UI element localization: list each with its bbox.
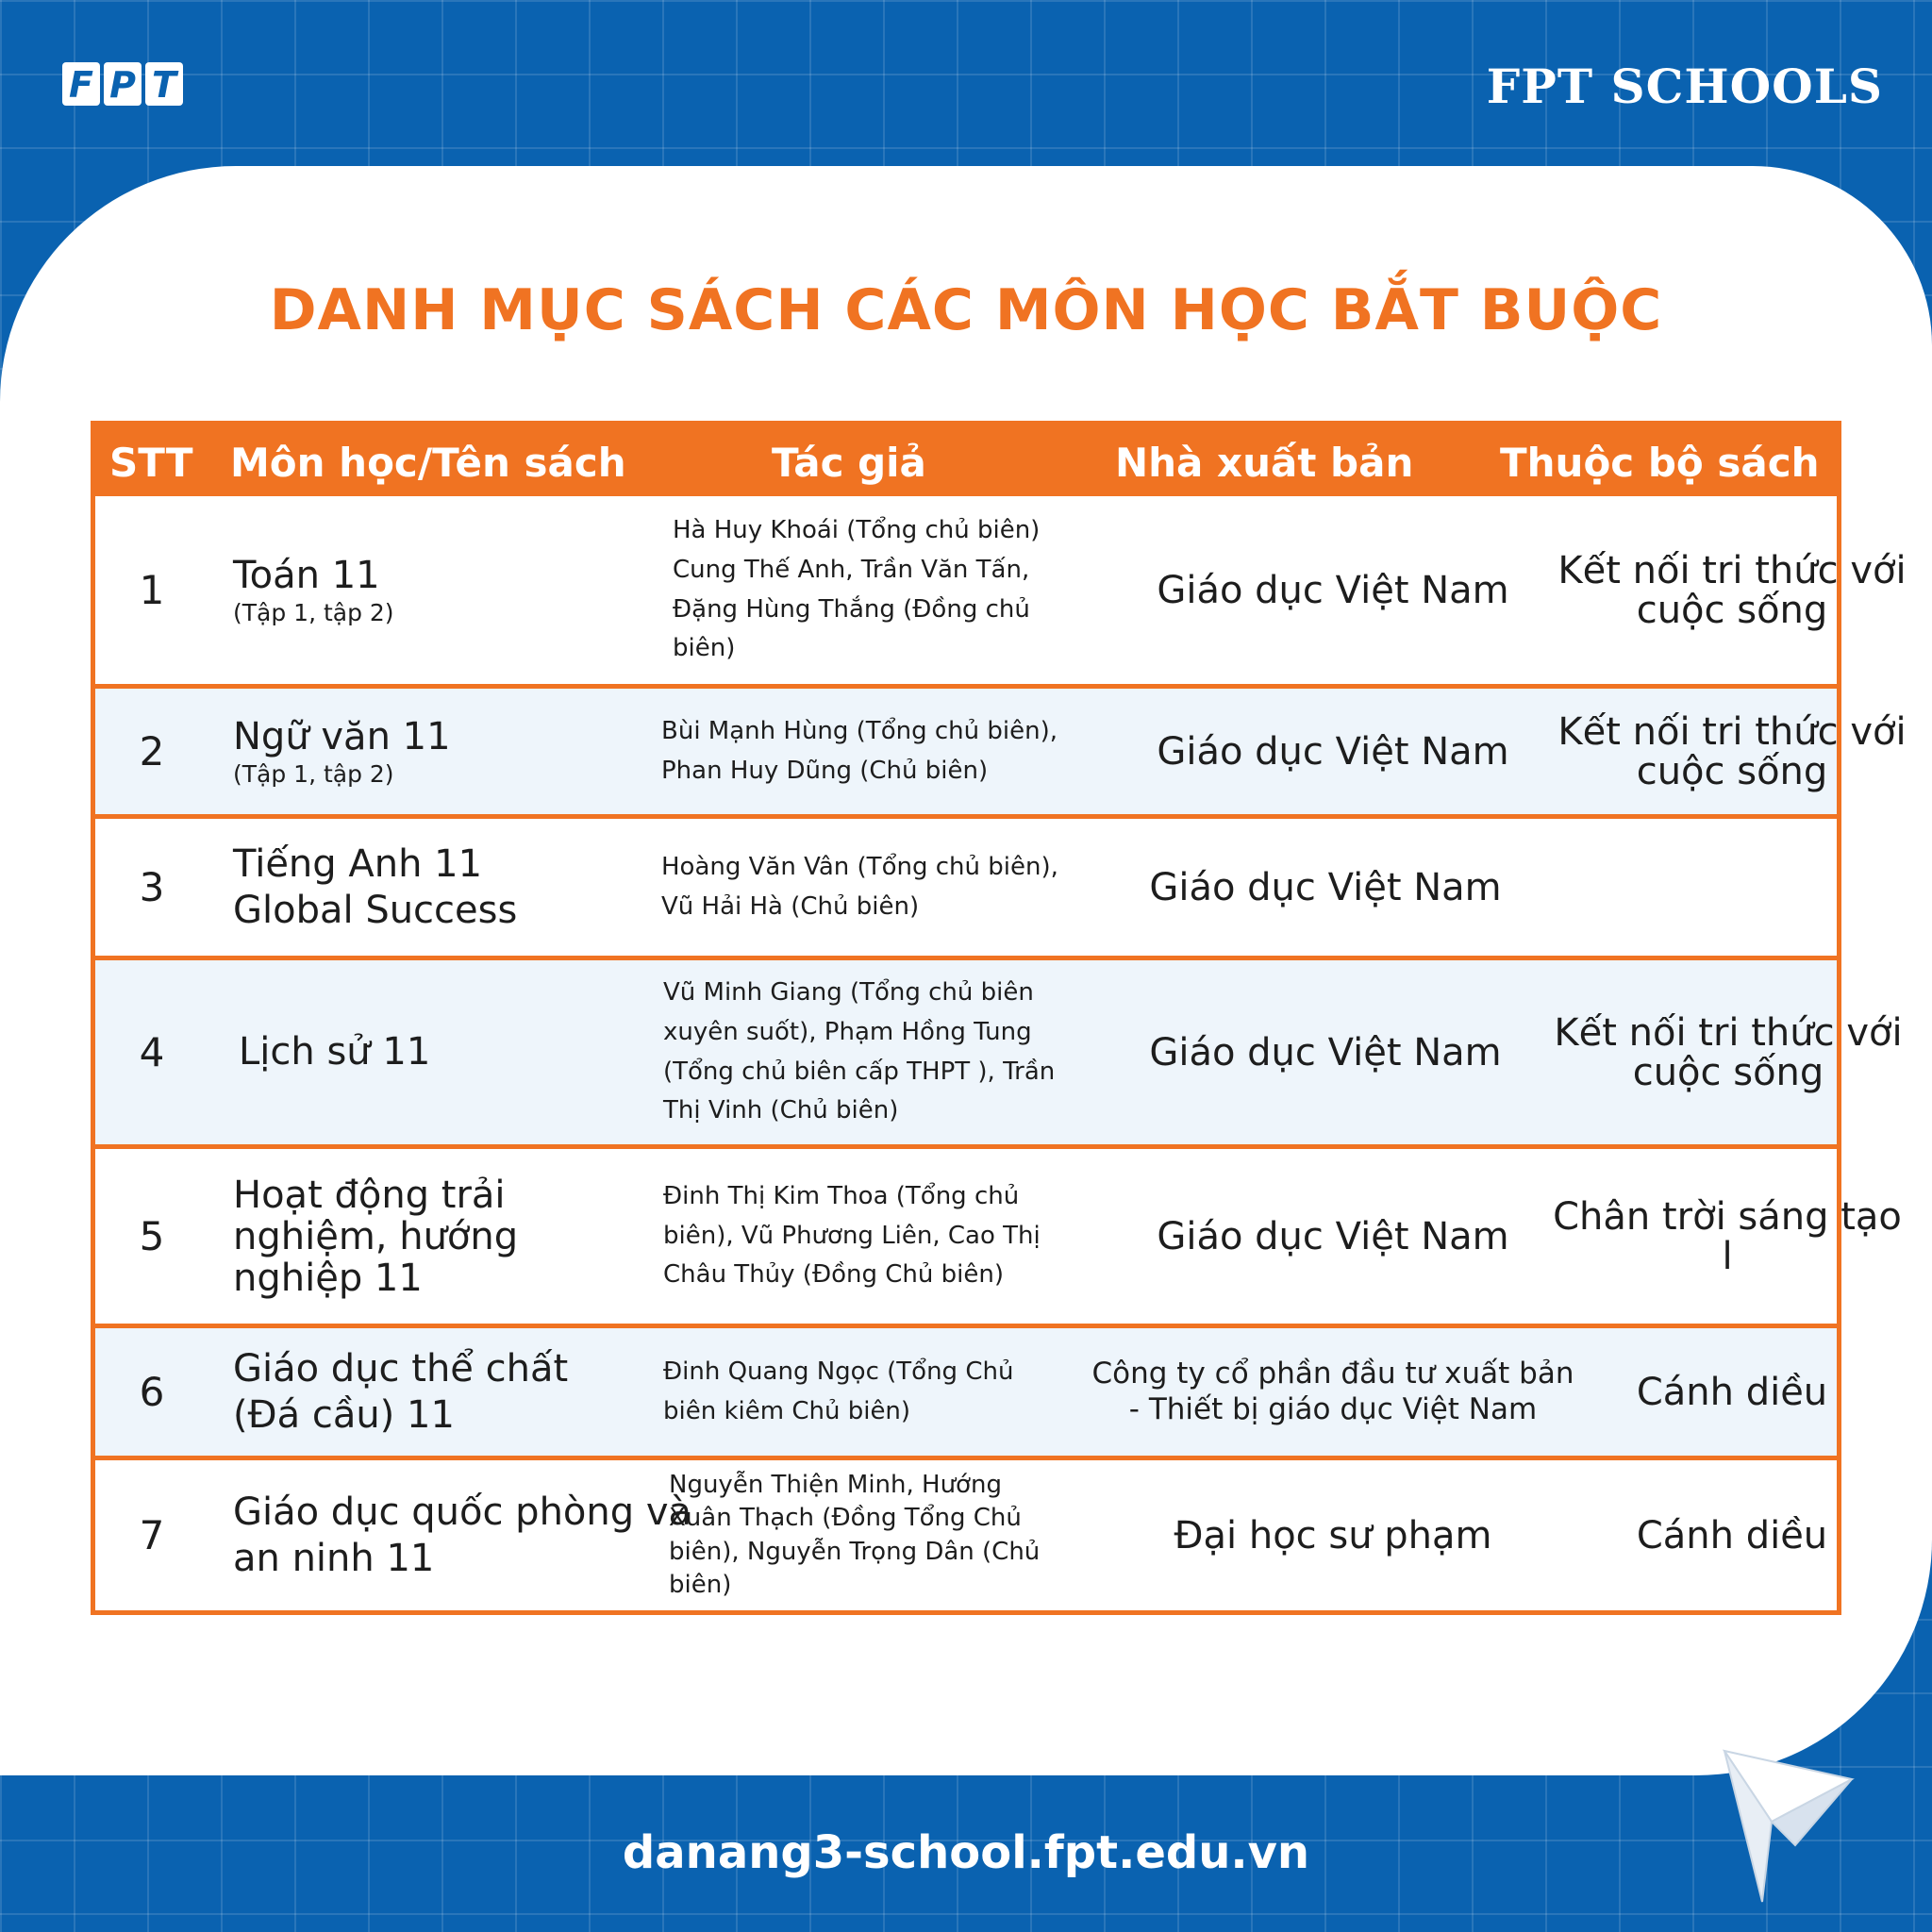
website-url[interactable]: danang3-school.fpt.edu.vn [622,1826,1310,1879]
row-publisher: Giáo dục Việt Nam [1157,729,1509,774]
row-publisher: Giáo dục Việt Nam [1157,568,1509,612]
subject-title: Toán 11 [233,554,380,598]
table-row [91,689,1907,819]
table-row [91,496,1907,689]
subject-note: (Tập 1, tập 2) [233,759,394,788]
header-subject: Môn học/Tên sách [230,440,626,486]
header-stt: STT [109,440,193,486]
paper-plane-icon [1706,1732,1857,1911]
row-series: Cánh diều [1636,1513,1828,1557]
row-publisher: Giáo dục Việt Nam [1157,1214,1509,1258]
row-subject [233,1149,544,1324]
table-row [91,1328,1841,1460]
row-authors: Đinh Thị Kim Thoa (Tổng chủ biên), Vũ Phương Liên, Cao Thị Châu Thủy (Đồng Chủ biên) [663,1182,1041,1290]
subject-title: Ngữ văn 11 [233,715,451,759]
row-subject [233,689,733,814]
header-author: Tác giả [772,440,926,486]
row-stt: 1 [139,567,165,613]
row-authors: Vũ Minh Giang (Tổng chủ biên xuyên suốt), Phạm Hồng Tung (Tổng chủ biên cấp THPT ), Trần Thị Vinh (Chủ biên) [663,978,1056,1125]
svg-text:P: P [109,64,136,106]
table-row [91,1460,1841,1615]
subject-title: Giáo dục thể chất (Đá cầu) 11 [233,1346,569,1437]
row-authors: Hoàng Văn Vân (Tổng chủ biên), Vũ Hải Hà (Chủ biên) [661,852,1058,921]
row-subject [233,819,573,956]
page-title: DANH MỤC SÁCH CÁC MÔN HỌC BẮT BUỘC [269,277,1663,343]
row-authors: Nguyễn Thiện Minh, Hướng Xuân Thạch (Đồng Tổng Chủ biên), Nguyễn Trọng Dân (Chủ biên) [669,1470,1041,1599]
row-stt: 7 [139,1512,165,1558]
svg-text:F: F [69,64,93,106]
subject-title: Tiếng Anh 11 Global Success [233,841,518,932]
subject-note: (Tập 1, tập 2) [233,598,394,626]
table-header [91,421,1841,496]
fpt-logo [58,58,191,111]
book-table [91,421,1907,1615]
row-series: Kết nối tri thức với cuộc sống [1554,1010,1903,1094]
brand-name: FPT SCHOOLS [1486,58,1883,114]
header-series: Thuộc bộ sách [1500,440,1820,486]
row-stt: 4 [139,1029,165,1075]
row-series: Kết nối tri thức với cuộc sống [1557,548,1907,632]
row-subject [233,1328,610,1456]
header-publisher: Nhà xuất bản [1115,440,1414,486]
table-row [91,1149,1902,1328]
row-authors: Bùi Mạnh Hùng (Tổng chủ biên), Phan Huy Dũng (Chủ biên) [661,716,1058,785]
svg-text:T: T [152,64,176,106]
subject-title: Lịch sử 11 [239,1030,431,1074]
table-row [91,960,1903,1149]
row-publisher: Công ty cổ phần đầu tư xuất bản - Thiết bị giáo dục Việt Nam [1091,1357,1574,1426]
row-subject [233,1460,733,1610]
row-stt: 2 [139,728,165,774]
subject-title: Giáo dục quốc phòng và an ninh 11 [233,1490,692,1580]
table-row [91,819,1841,960]
row-stt: 3 [139,864,165,910]
row-series: Chân trời sáng tạo l [1553,1194,1902,1278]
subject-title: Hoạt động trải nghiệm, hướng nghiệp 11 [233,1173,519,1300]
row-authors: Hà Huy Khoái (Tổng chủ biên) Cung Thế Anh, Trần Văn Tấn, Đặng Hùng Thắng (Đồng chủ biên) [673,516,1041,663]
row-series: Kết nối tri thức với cuộc sống [1557,709,1907,793]
row-publisher: Đại học sư phạm [1174,1513,1492,1557]
row-publisher: Giáo dục Việt Nam [1149,1030,1502,1074]
row-series [1529,819,1932,956]
row-authors: Đinh Quang Ngọc (Tổng Chủ biên kiêm Chủ biên) [663,1357,1014,1425]
row-stt: 6 [139,1369,165,1415]
row-series: Cánh diều [1636,1370,1828,1414]
row-stt: 5 [139,1213,165,1259]
row-subject [233,496,733,684]
row-publisher: Giáo dục Việt Nam [1149,865,1502,909]
